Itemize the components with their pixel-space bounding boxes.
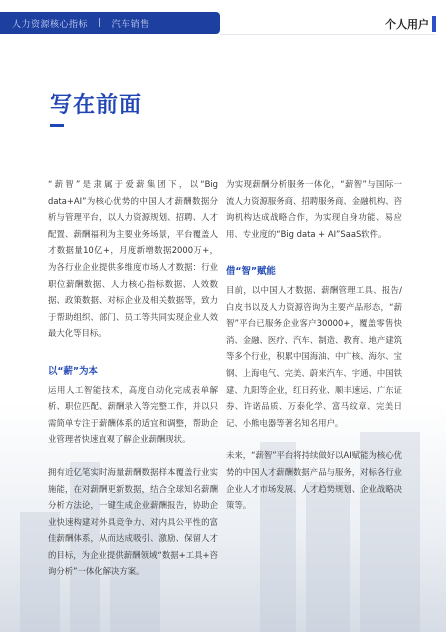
header-section: 人力资源核心指标	[12, 19, 89, 30]
header-section-pill	[0, 12, 220, 34]
right-column	[226, 176, 402, 514]
left-column	[48, 176, 218, 580]
header-subsection: 汽车销售	[111, 19, 150, 30]
section-heading-zhi: 借“智”赋能	[226, 266, 276, 278]
header-separator: |	[98, 18, 102, 28]
right-intro-paragraph: 为实现薪酬分析服务一体化，“薪智”与国际一流人力资源服务商、招聘服务商、金融机构、咨询机构达成战略合作，为实现自身功能、易应用、专业度的“Big data + AI”SaaS软件。	[226, 179, 402, 239]
section-heading-xin: 以“薪”为本	[48, 365, 98, 377]
title-underline	[50, 124, 64, 127]
header-tag-label: 个人用户	[385, 18, 429, 31]
right-closing-paragraph: 未来，“薪智”平台将持续做好以AI赋能为核心优势的中国人才薪酬数据产品与服务，对标各行业企业人才市场发展、人才趋势规划、企业战略决策等。	[226, 450, 403, 511]
section-xin-paragraph: 运用人工智能技术，高度自动化完成表单解析、职位匹配、薪酬录入等完整工作，并以只需简单专注于薪酬体系的适宜和调整，帮助企业管理者快速直观了解企业薪酬现状。	[48, 384, 218, 445]
section-zhi-paragraph: 目前，以中国人才数据、薪酬管理工具、报告/白皮书以及人力资源咨询为主要产品形态，“薪智”平台已服务企业客户30000+，覆盖零售快消、金融、医疗、汽车、制造、教育、地产建筑等多个行业，积累中国海油、中广核、海尔、宝钢、上海电气、完美、蔚来汽车、宇通、中国铁建、九阳等企业，红日药业、顺丰速运、广东证券、许诺品质、万泰化学、富马纹章、完美日记、小熊电器等著名知名用户。	[226, 284, 402, 428]
header-tag	[385, 13, 436, 35]
header-tag-bar	[432, 16, 436, 32]
left-intro-paragraph: “薪智”是隶属于爱薪集团下，以“Big data+AI”为核心优势的中国人才薪酬数据分析与管理平台，以人力资源规划、招聘、人才配置、薪酬福利为主要业务场景，平台覆盖人才数据量10亿+，月度新增数据2000万+，为各行业企业提供多维度市场人才数据：行业职位薪酬数据、人力核心指标数据、人效数据、政策数据、对标企业及相关数据等，致力于帮助组织、部门、员工等共同实现企业人效最大化等目标。	[48, 179, 218, 339]
left-data-paragraph: 拥有近亿笔实时海量薪酬数据样本覆盖行业实施能，在对薪酬更新数据，结合全球知名薪酬分析方法论，一键生成企业薪酬报告，协助企业快速构建对外具竞争力、对内具公平性的富佳薪酬体系，从而达成吸引、激励、保留人才的目标，为企业提供薪酬领域“数据+工具+咨询分析”一体化解决方案。	[48, 466, 218, 577]
page-header	[0, 12, 446, 34]
page-title: 写在前面	[50, 93, 143, 118]
